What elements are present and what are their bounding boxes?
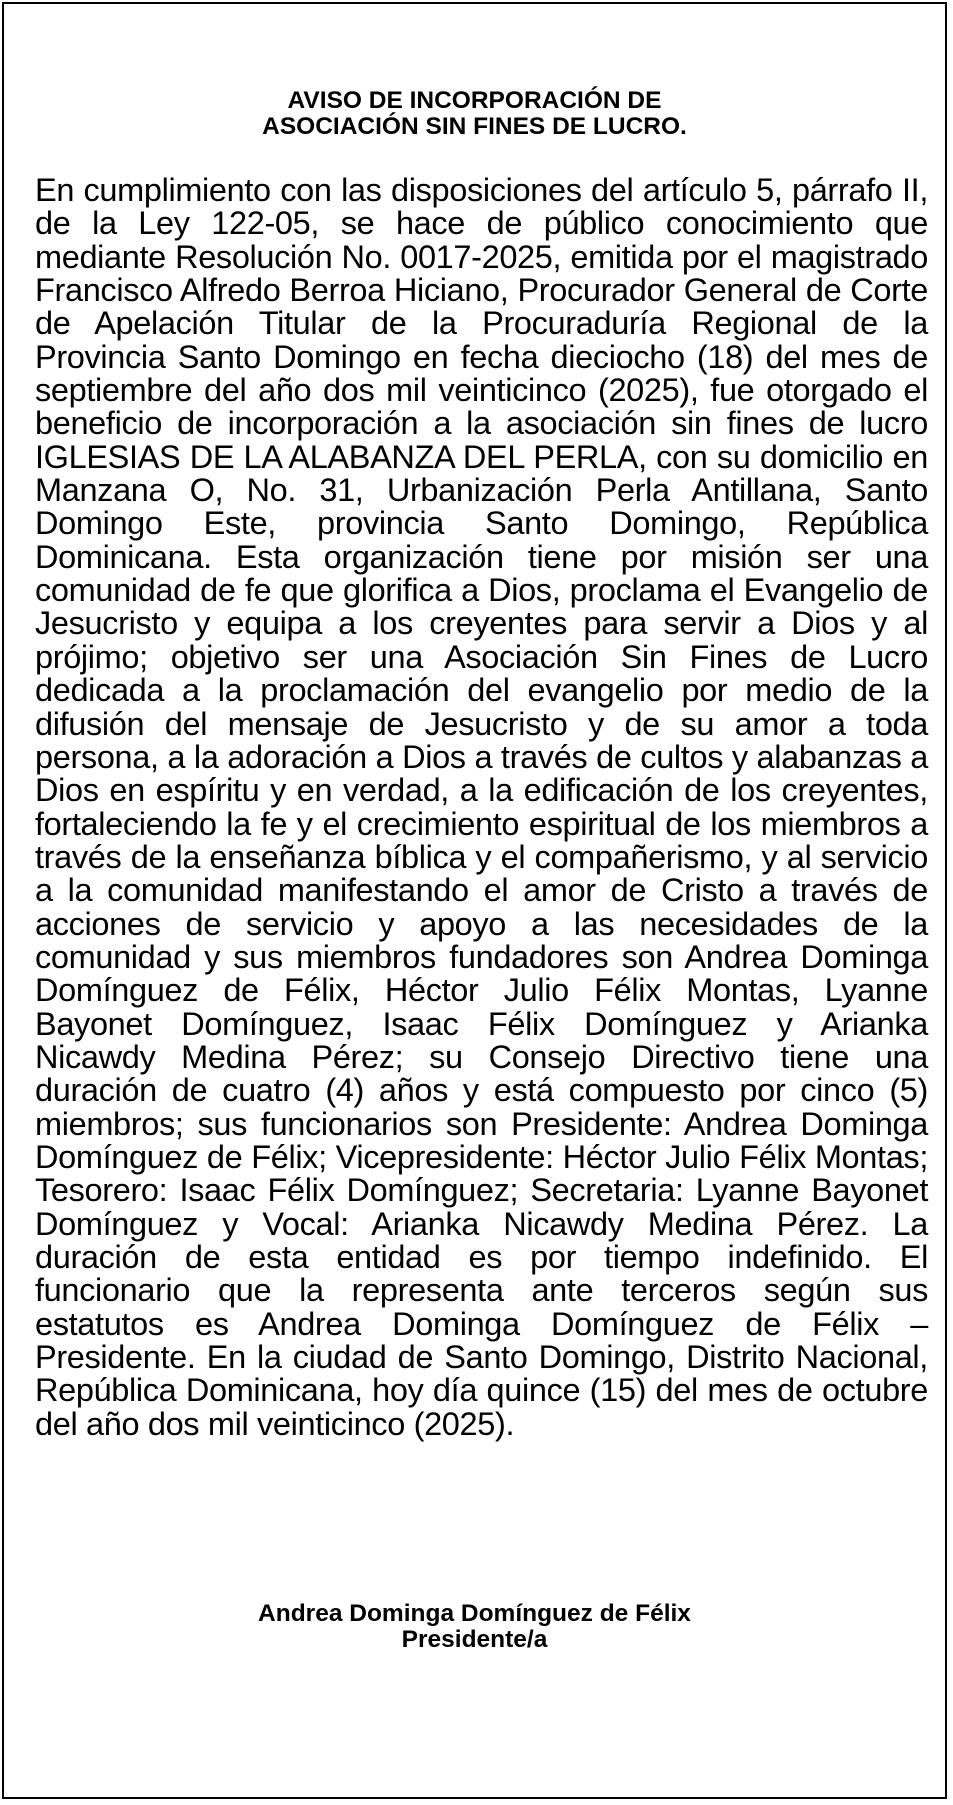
signature-name: Andrea Dominga Domínguez de Félix: [258, 1600, 691, 1627]
signature-block: [4, 1601, 945, 1653]
notice-title-line-2: ASOCIACIÓN SIN FINES DE LUCRO.: [262, 113, 687, 140]
notice-title-line-1: AVISO DE INCORPORACIÓN DE: [287, 87, 662, 114]
signature-role: Presidente/a: [401, 1626, 548, 1653]
notice-frame: [2, 2, 947, 1799]
notice-title: [4, 88, 945, 140]
notice-body: En cumplimiento con las disposiciones del artículo 5, párrafo II, de la Ley 122-05, se hace de público conocimiento que mediante Resolución No. 0017-2025, emitida por el magistrado Francisco Alfredo Berroa Hiciano, Procurador General de Corte de Apelación Titular de la Procuraduría Regional de la Provincia Santo Domingo en fecha dieciocho (18) del mes de septiembre del año dos mil veinticinco (2025), fue otorgado el beneficio de incorporación a la asociación sin fines de lucro IGLESIAS DE LA ALABANZA DEL PERLA, con su domicilio en Manzana O, No. 31, Urbanización Perla Antillana, Santo Domingo Este, provincia Santo Domingo, República Dominicana. Esta organización tiene por misión ser una comunidad de fe que glorifica a Dios, proclama el Evangelio de Jesucristo y equipa a los creyentes para servir a Dios y al prójimo; objetivo ser una Asociación Sin Fines de Lucro dedicada a la proclamación del evangelio por medio de la difusión del mensaje de Jesucristo y de su amor a toda persona, a la adoración a Dios a través de cultos y alabanzas a Dios en espíritu y en verdad, a la edificación de los creyentes, fortaleciendo la fe y el crecimiento espiritual de los miembros a través de la enseñanza bíblica y el compañerismo, y al servicio a la comunidad manifestando el amor de Cristo a través de acciones de servicio y apoyo a las necesidades de la comunidad y sus miembros fundadores son Andrea Dominga Domínguez de Félix, Héctor Julio Félix Montas, Lyanne Bayonet Domínguez, Isaac Félix Domínguez y Arianka Nicawdy Medina Pérez; su Consejo Directivo tiene una duración de cuatro (4) años y está compuesto por cinco (5) miembros; sus funcionarios son Presidente: Andrea Dominga Domínguez de Félix; Vicepresidente: Héctor Julio Félix Montas; Tesorero: Isaac Félix Domínguez; Secretaria: Lyanne Bayonet Domínguez y Vocal: Arianka Nicawdy Medina Pérez. La duración de esta entidad es por tiempo indefinido. El funcionario que la representa ante terceros según sus estatutos es Andrea Dominga Domínguez de Félix – Presidente. En la ciudad de Santo Domingo, Distrito Nacional, República Dominicana, hoy día quince (15) del mes de octubre del año dos mil veinticinco (2025).: [35, 172, 928, 1442]
